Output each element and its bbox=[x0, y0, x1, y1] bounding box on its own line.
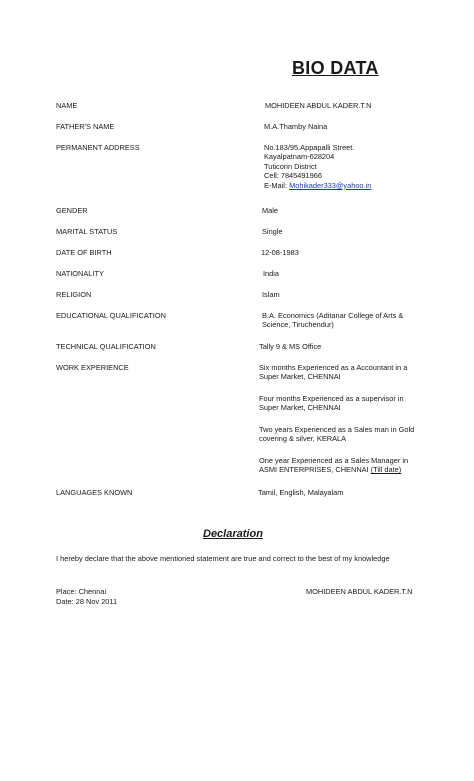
nationality-label: NATIONALITY bbox=[56, 269, 104, 278]
religion-label: RELIGION bbox=[56, 290, 92, 299]
gender-label: GENDER bbox=[56, 206, 88, 215]
address-line-2: Kayalpatnam-628204 bbox=[264, 152, 335, 162]
address-cell: Cell: 7845491966 bbox=[264, 171, 322, 181]
work-entry-4-company: ASMI ENTERPRISES, CHENNAI bbox=[259, 465, 371, 475]
name-label: NAME bbox=[56, 101, 78, 110]
document-title: BIO DATA bbox=[292, 58, 379, 78]
work-entry-1 bbox=[259, 363, 407, 382]
address-email-row bbox=[264, 181, 371, 190]
dob-value: 12-08-1983 bbox=[261, 248, 299, 257]
technical-label: TECHNICAL QUALIFICATION bbox=[56, 342, 156, 351]
address-line-1: No.183/95.Appapalli Street. bbox=[264, 143, 355, 152]
education-value bbox=[262, 311, 403, 330]
religion-value: Islam bbox=[262, 290, 280, 299]
nationality-value: India bbox=[263, 269, 280, 278]
technical-value: Tally 9 & MS Office bbox=[259, 342, 322, 351]
date: Date: 28 Nov 2011 bbox=[56, 597, 118, 606]
work-entry-3-line-1: Two years Experienced as a Sales man in Gold bbox=[259, 425, 415, 434]
address-label: PERMANENT ADDRESS bbox=[56, 143, 140, 152]
languages-label: LANGUAGES KNOWN bbox=[56, 488, 133, 497]
work-entry-4-line-2 bbox=[259, 465, 408, 474]
work-entry-4-line-1: One year Experienced as a Sales Manager in bbox=[259, 456, 409, 465]
dob-label: DATE OF BIRTH bbox=[56, 248, 112, 257]
education-line-1: B.A. Economics (Aditanar College of Arts & bbox=[262, 311, 404, 320]
education-line-2: Science, Tiruchendur) bbox=[262, 320, 334, 330]
education-label: EDUCATIONAL QUALIFICATION bbox=[56, 311, 166, 320]
marital-label: MARITAL STATUS bbox=[56, 227, 118, 236]
address-line-3: Tuticorin District bbox=[264, 161, 317, 171]
gender-value: Male bbox=[262, 206, 279, 215]
work-entry-2 bbox=[259, 394, 404, 413]
place: Place: Chennai bbox=[56, 587, 107, 596]
address-value bbox=[264, 143, 371, 190]
work-entry-2-line-2: Super Market, CHENNAI bbox=[259, 403, 341, 413]
father-value: M.A.Thamby Naina bbox=[264, 122, 328, 131]
work-entry-1-line-1: Six months Experienced as a Accountant in a bbox=[259, 363, 408, 372]
work-entry-4 bbox=[259, 456, 408, 475]
marital-value: Single bbox=[262, 227, 283, 236]
name-value: MOHIDEEN ABDUL KADER.T.N bbox=[265, 101, 372, 110]
father-label: FATHER'S NAME bbox=[56, 122, 115, 131]
work-entry-4-note: (Till date) bbox=[370, 465, 402, 475]
languages-value: Tamil, English, Malayalam bbox=[258, 488, 344, 497]
work-entry-3-line-2: covering & silver, KERALA bbox=[259, 434, 347, 444]
declaration-title: Declaration bbox=[203, 528, 263, 540]
email-link[interactable]: Mohikader333@yahoo.in bbox=[289, 180, 372, 190]
work-entry-2-line-1: Four months Experienced as a supervisor in bbox=[259, 394, 404, 403]
work-entry-1-line-2: Super Market, CHENNAI bbox=[259, 372, 341, 382]
email-label: E-Mail: bbox=[264, 180, 290, 190]
work-entry-3 bbox=[259, 425, 414, 444]
signature-name: MOHIDEEN ABDUL KADER.T.N bbox=[306, 587, 413, 596]
declaration-text: I hereby declare that the above mentioned statement are true and correct to the best of my knowledge bbox=[56, 554, 390, 563]
work-label: WORK EXPERIENCE bbox=[56, 363, 129, 372]
